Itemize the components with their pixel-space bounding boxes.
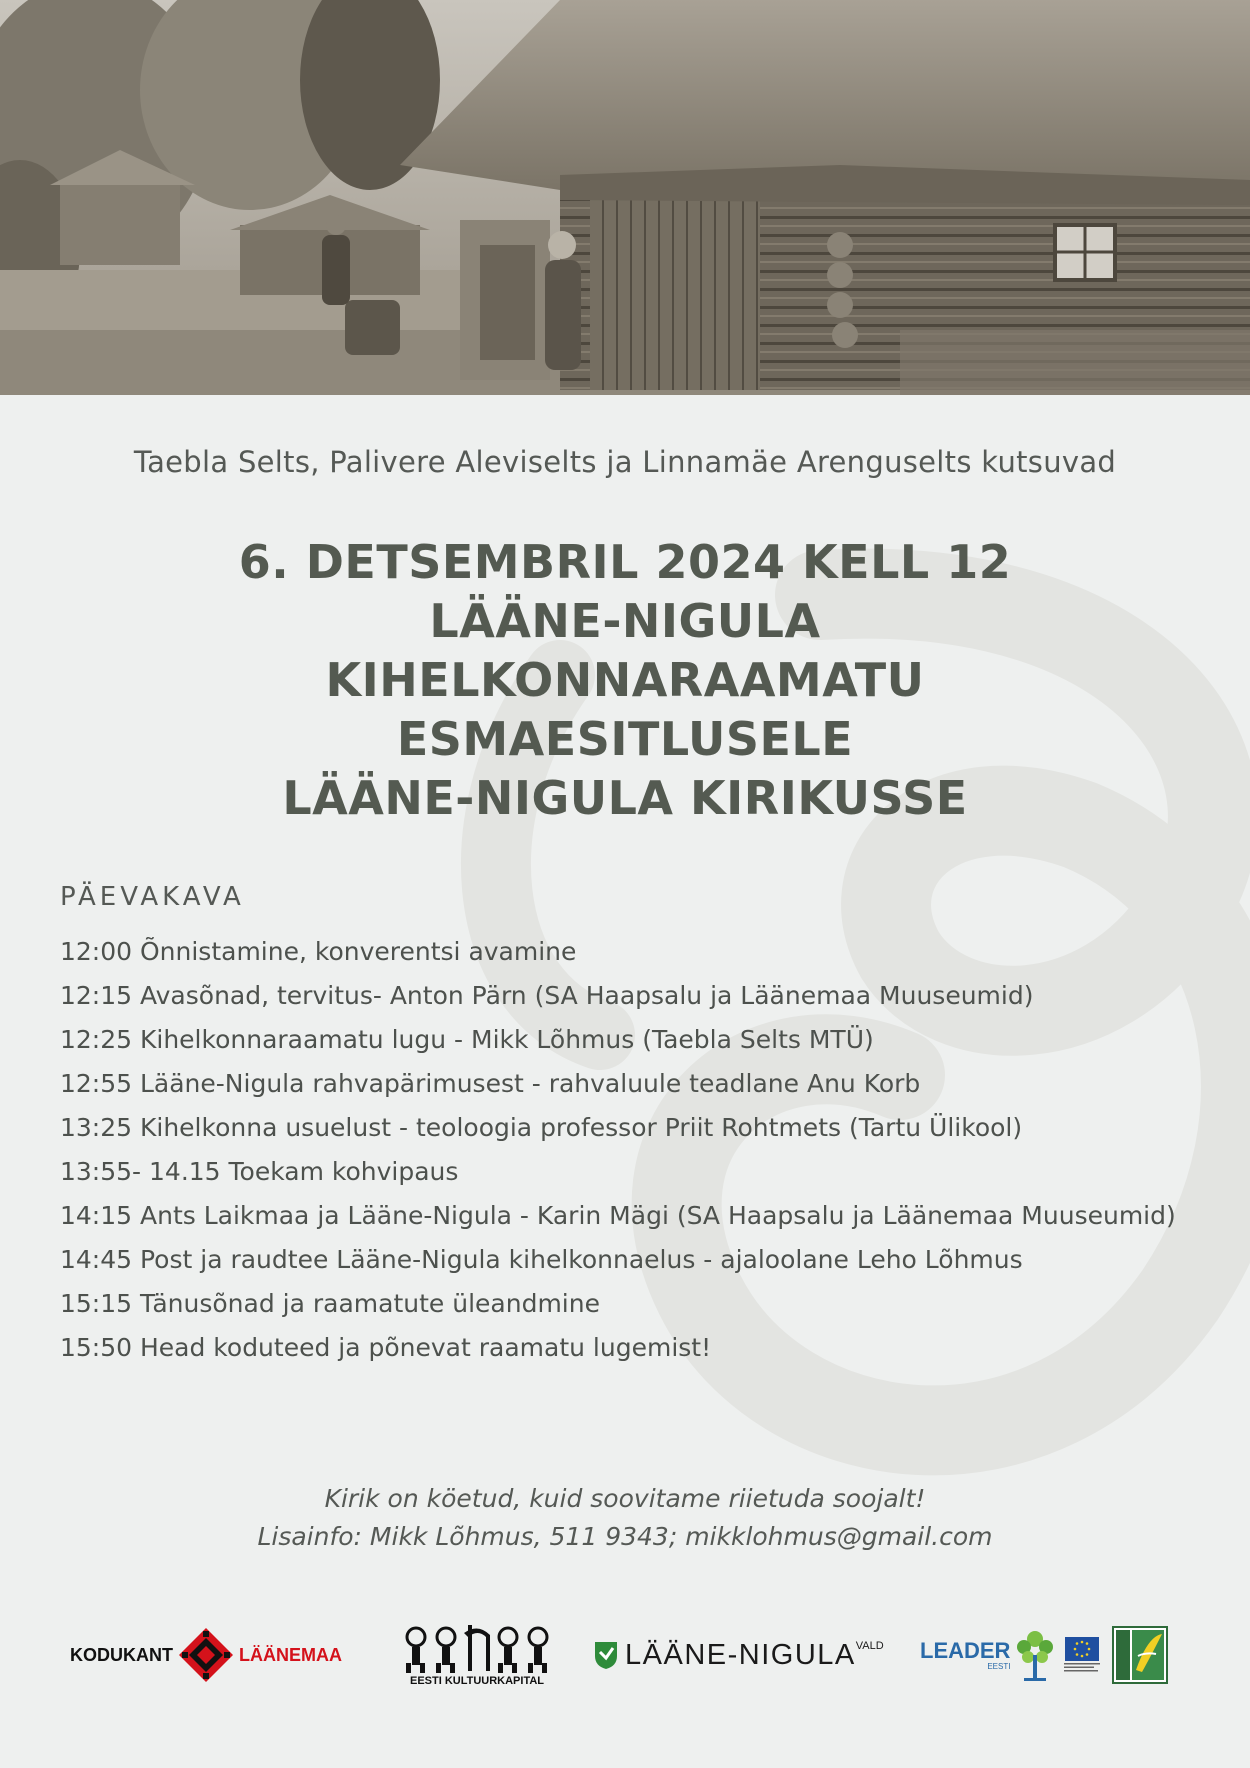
agenda-item: 15:15 Tänusõnad ja raamatute üleandmine [60, 1289, 600, 1318]
tree-icon [1014, 1627, 1056, 1683]
headline-venue: LÄÄNE-NIGULA KIRIKUSSE [282, 771, 968, 825]
headline-line-4: ESMAESITLUSELE [396, 712, 854, 766]
headline-line-2: LÄÄNE-NIGULA [429, 594, 821, 648]
leader-label: LEADER [920, 1637, 1011, 1663]
heating-note: Kirik on köetud, kuid soovitame riietuda soojalt! [324, 1484, 926, 1513]
info-note [0, 1480, 1250, 1556]
agenda-item: 12:00 Õnnistamine, konverentsi avamine [60, 937, 577, 966]
agenda-item: 14:45 Post ja raudtee Lääne-Nigula kihelkonnaelus - ajaloolane Leho Lõhmus [60, 1245, 1023, 1274]
contact-info: Lisainfo: Mikk Lõhmus, 511 9343; mikklohmus@gmail.com [257, 1522, 993, 1551]
laane-nigula-label: LÄÄNE-NIGULA [625, 1638, 856, 1671]
laanemaa-label: LÄÄNEMAA [239, 1644, 342, 1665]
agenda-item: 12:25 Kihelkonnaraamatu lugu - Mikk Lõhmus (Taebla Selts MTÜ) [60, 1025, 874, 1054]
agenda-item: 14:15 Ants Laikmaa ja Lääne-Nigula - Karin Mägi (SA Haapsalu ja Läänemaa Muuseumid) [60, 1201, 1176, 1230]
headline-line-3: KIHELKONNARAAMATU [325, 653, 925, 707]
leader-eesti-logo [920, 1610, 1056, 1700]
laane-nigula-shield-icon [593, 1640, 619, 1670]
agenda-item: 15:50 Head koduteed ja põnevat raamatu lugemist! [60, 1333, 712, 1362]
agenda-item: 13:25 Kihelkonna usuelust - teoloogia professor Priit Rohtmets (Tartu Ülikool) [60, 1113, 1023, 1142]
agenda-title: PÄEVAKAVA [60, 882, 245, 912]
historic-farmhouse-photo [0, 0, 1250, 395]
kodukant-diamond-icon [177, 1626, 235, 1684]
sponsor-logos [0, 1610, 1250, 1700]
vald-label: VALD [855, 1640, 884, 1652]
kodukant-laanemaa-logo [70, 1610, 342, 1700]
kodukant-label: KODUKANT [70, 1644, 173, 1665]
leader-badge-icon [1112, 1626, 1168, 1684]
leader-sub-label: EESTI [987, 1661, 1011, 1671]
eu-flag-logo [1062, 1610, 1102, 1700]
invitation-line: Taebla Selts, Palivere Aleviselts ja Linnamäe Arenguselts kutsuvad [133, 445, 1117, 479]
headline-date: 6. DETSEMBRIL 2024 KELL 12 [238, 535, 1012, 589]
agenda-list [60, 930, 1200, 1370]
eesti-kultuurkapital-logo [398, 1610, 556, 1700]
header-photo [0, 0, 1250, 395]
laane-nigula-vald-logo [593, 1610, 884, 1700]
eu-fund-text-icon [1062, 1661, 1102, 1673]
kulka-figures-icon [398, 1623, 556, 1675]
agenda-item: 12:15 Avasõnad, tervitus- Anton Pärn (SA Haapsalu ja Läänemaa Muuseumid) [60, 981, 1034, 1010]
agenda-item: 13:55- 14.15 Toekam kohvipaus [60, 1157, 459, 1186]
leader-wordmark [920, 1637, 1011, 1671]
event-headline [0, 533, 1250, 828]
eu-flag-icon [1065, 1637, 1099, 1661]
leader-badge-logo [1112, 1610, 1168, 1700]
agenda-item: 12:55 Lääne-Nigula rahvapärimusest - rahvaluule teadlane Anu Korb [60, 1069, 921, 1098]
kulka-label: EESTI KULTUURKAPITAL [409, 1675, 545, 1687]
